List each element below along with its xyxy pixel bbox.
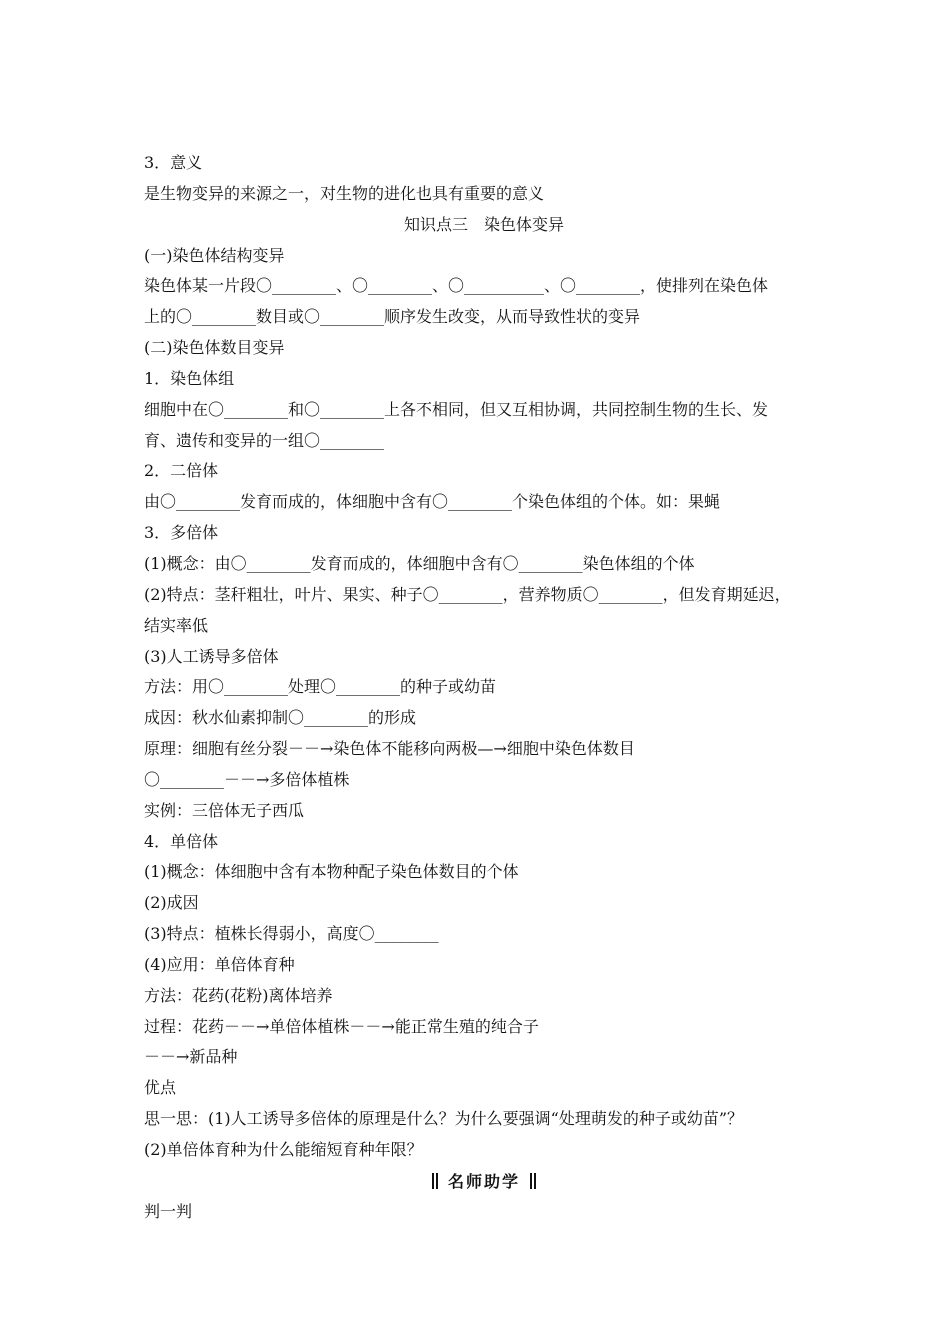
subsection-heading: (一)染色体结构变异 <box>144 245 285 265</box>
paragraph: 是生物变异的来源之一，对生物的进化也具有重要的意义 <box>144 183 545 203</box>
subsection-heading: (二)染色体数目变异 <box>144 338 285 358</box>
paragraph: －－→新品种 <box>144 1047 238 1067</box>
paragraph: 育、遗传和变异的一组〇________ <box>144 430 385 450</box>
paragraph: 原理：细胞有丝分裂－－→染色体不能移向两极—→细胞中染色体数目 <box>144 739 635 759</box>
document-body <box>144 148 824 1228</box>
paragraph: 成因：秋水仙素抑制〇________的形成 <box>144 708 417 728</box>
paragraph: 方法：用〇________处理〇________的种子或幼苗 <box>144 677 497 697</box>
paragraph: 〇________－－→多倍体植株 <box>144 769 350 789</box>
section-3-heading: 3．意义 <box>144 153 203 172</box>
paragraph: 由〇________发育而成的，体细胞中含有〇________个染色体组的个体。如：果蝇 <box>144 492 721 512</box>
question: 思一思：(1)人工诱导多倍体的原理是什么？为什么要强调“处理萌发的种子或幼苗”？ <box>144 1109 744 1129</box>
item-heading: 4．单倍体 <box>144 831 219 851</box>
paragraph: (1)概念：体细胞中含有本物种配子染色体数目的个体 <box>144 862 519 882</box>
paragraph: (2)特点：茎秆粗壮，叶片、果实、种子〇________，营养物质〇________，但发育期延迟， <box>144 584 791 604</box>
knowledge-point-title: 知识点三 染色体变异 <box>403 214 564 234</box>
paragraph: (3)人工诱导多倍体 <box>144 646 279 666</box>
paragraph: (3)特点：植株长得弱小，高度〇________ <box>144 924 439 944</box>
paragraph: 染色体某一片段〇________、〇________、〇__________、〇________，使排列在染色体 <box>144 276 769 296</box>
paragraph: 优点 <box>144 1078 177 1098</box>
paragraph: 判一判 <box>144 1201 193 1221</box>
item-heading: 1．染色体组 <box>144 368 235 388</box>
paragraph: 上的〇________数目或〇________顺序发生改变，从而导致性状的变异 <box>144 307 641 327</box>
banner-heading <box>144 1167 824 1197</box>
paragraph: (1)概念：由〇________发育而成的，体细胞中含有〇________染色体组的个体 <box>144 553 695 573</box>
banner-bar-left <box>432 1173 438 1189</box>
banner-text: 名师助学 <box>447 1171 520 1191</box>
paragraph: 实例：三倍体无子西瓜 <box>144 800 305 820</box>
item-heading: 3．多倍体 <box>144 523 219 543</box>
item-heading: 2．二倍体 <box>144 461 219 481</box>
paragraph: 细胞中在〇________和〇________上各不相同，但又互相协调，共同控制生物的生长、发 <box>144 399 769 419</box>
paragraph: (2)成因 <box>144 893 199 913</box>
paragraph: 过程：花药－－→单倍体植株－－→能正常生殖的纯合子 <box>144 1016 539 1036</box>
question: (2)单倍体育种为什么能缩短育种年限？ <box>144 1140 423 1159</box>
paragraph: (4)应用：单倍体育种 <box>144 954 295 974</box>
paragraph: 方法：花药(花粉)离体培养 <box>144 985 333 1005</box>
paragraph: 结实率低 <box>144 615 209 635</box>
banner-bar-right <box>530 1173 536 1189</box>
